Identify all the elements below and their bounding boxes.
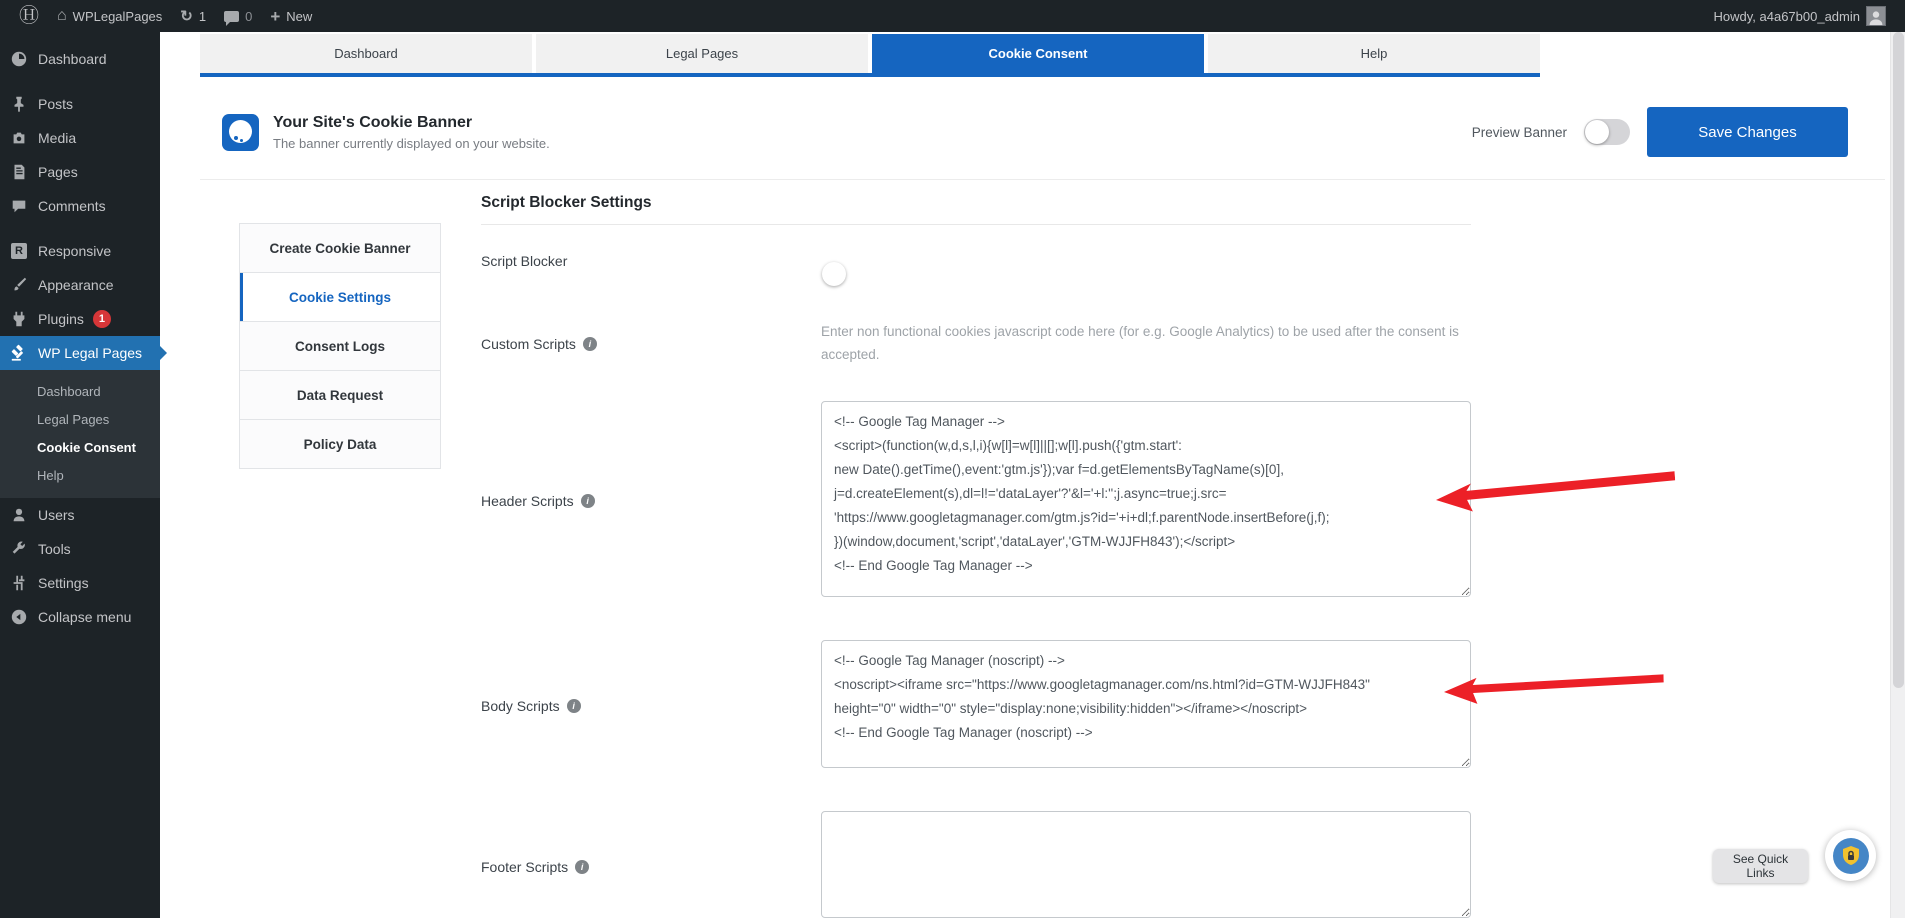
comment-bubble-icon <box>224 11 239 22</box>
howdy-text: Howdy, a4a67b00_admin <box>1713 8 1860 24</box>
nav-item-create-cookie-banner[interactable]: Create Cookie Banner <box>240 224 440 273</box>
sidebar-item-label: Tools <box>38 541 71 557</box>
panel-divider <box>481 224 1471 225</box>
sidebar-item-label: Plugins <box>38 311 84 327</box>
nav-item-consent-logs[interactable]: Consent Logs <box>240 322 440 371</box>
sidebar-item-wp-legal-pages[interactable] <box>0 336 160 370</box>
sidebar-item-responsive[interactable] <box>0 234 160 268</box>
sidebar-item-label: WP Legal Pages <box>38 345 143 361</box>
submenu-item-help[interactable]: Help <box>37 467 64 483</box>
tab-cookie-consent[interactable]: Cookie Consent <box>872 34 1204 73</box>
sidebar-item-dashboard[interactable] <box>0 42 160 76</box>
admin-bar <box>0 0 1905 32</box>
comments-menu[interactable] <box>215 0 261 32</box>
header-scripts-textarea[interactable] <box>821 401 1471 597</box>
sidebar-item-appearance[interactable] <box>0 268 160 302</box>
script-blocker-label: Script Blocker <box>481 253 568 269</box>
custom-scripts-hint: Enter non functional cookies javascript code here (for e.g. Google Analytics) to be used after the consent is accepted. <box>821 324 1459 362</box>
nav-item-policy-data[interactable]: Policy Data <box>240 420 440 469</box>
banner-header <box>200 77 1885 180</box>
sliders-icon <box>9 573 29 593</box>
dashboard-icon <box>9 49 29 69</box>
avatar <box>1866 6 1886 26</box>
preview-banner-toggle[interactable] <box>1584 119 1630 145</box>
settings-area <box>160 180 1905 923</box>
admin-sidebar <box>0 32 160 918</box>
comment-icon <box>9 196 29 216</box>
site-name-menu[interactable] <box>48 0 171 32</box>
user-icon <box>9 505 29 525</box>
sidebar-item-label: Posts <box>38 96 74 112</box>
new-content-menu[interactable] <box>261 0 321 32</box>
sidebar-item-label: Dashboard <box>38 51 107 67</box>
sidebar-item-media[interactable] <box>0 121 160 155</box>
scrollbar-thumb[interactable] <box>1893 32 1904 688</box>
submenu-item-cookie-consent[interactable]: Cookie Consent <box>37 439 136 455</box>
tab-legal-pages[interactable]: Legal Pages <box>536 34 868 73</box>
submenu-item-dashboard[interactable]: Dashboard <box>37 383 101 399</box>
footer-scripts-label-text: Footer Scripts <box>481 858 569 875</box>
main-content <box>160 32 1905 918</box>
sidebar-item-tools[interactable] <box>0 532 160 566</box>
responsive-icon <box>9 241 29 261</box>
footer-scripts-label <box>481 859 821 875</box>
cookie-banner-icon <box>222 114 259 151</box>
sidebar-item-label: Settings <box>38 575 89 591</box>
sidebar-item-label: Collapse menu <box>38 609 132 625</box>
see-quick-links-button[interactable]: See Quick Links <box>1713 849 1808 883</box>
body-scripts-textarea[interactable] <box>821 640 1471 768</box>
menu-separator <box>0 76 160 87</box>
preview-banner-label: Preview Banner <box>1471 124 1567 140</box>
cookie-settings-nav <box>239 223 441 469</box>
info-icon[interactable] <box>575 860 589 874</box>
quick-links-fab[interactable] <box>1825 830 1876 881</box>
custom-scripts-label-text: Custom Scripts <box>481 335 576 352</box>
camera-icon <box>9 128 29 148</box>
sidebar-item-label: Comments <box>38 198 106 214</box>
wrench-icon <box>9 539 29 559</box>
gavel-icon <box>9 343 29 363</box>
wordpress-menu[interactable] <box>10 0 48 32</box>
updates-menu[interactable] <box>171 0 215 32</box>
sidebar-item-label: Users <box>38 507 75 523</box>
sidebar-item-plugins[interactable] <box>0 302 160 336</box>
collapse-icon <box>9 607 29 627</box>
save-changes-button[interactable]: Save Changes <box>1647 107 1848 157</box>
plugins-update-badge: 1 <box>93 310 111 328</box>
page-title: Your Site's Cookie Banner <box>273 113 473 131</box>
tab-dashboard[interactable]: Dashboard <box>200 34 532 73</box>
sidebar-item-label: Responsive <box>38 243 112 259</box>
page-subtitle: The banner currently displayed on your website. <box>273 135 550 151</box>
info-icon[interactable] <box>583 337 597 351</box>
new-label: New <box>286 8 313 24</box>
plus-icon <box>270 8 280 25</box>
page-scrollbar[interactable] <box>1890 32 1905 918</box>
body-scripts-label <box>481 698 821 714</box>
header-scripts-label-text: Header Scripts <box>481 493 574 510</box>
info-icon[interactable] <box>581 494 595 508</box>
pushpin-icon <box>9 94 29 114</box>
body-scripts-label-text: Body Scripts <box>481 698 560 715</box>
menu-separator <box>0 223 160 234</box>
tab-help[interactable]: Help <box>1208 34 1540 73</box>
submenu-item-legal-pages[interactable]: Legal Pages <box>37 411 110 427</box>
nav-item-cookie-settings[interactable]: Cookie Settings <box>240 273 440 322</box>
info-icon[interactable] <box>567 699 581 713</box>
collapse-menu-button[interactable] <box>0 600 160 634</box>
sidebar-item-settings[interactable] <box>0 566 160 600</box>
sidebar-item-label: Pages <box>38 164 78 180</box>
update-icon: ↻ <box>180 8 193 25</box>
plugin-icon <box>9 309 29 329</box>
nav-item-data-request[interactable]: Data Request <box>240 371 440 420</box>
site-name: WPLegalPages <box>72 8 163 24</box>
brush-icon <box>9 275 29 295</box>
plugin-tabs <box>200 34 1540 77</box>
account-menu[interactable] <box>1705 0 1895 32</box>
sidebar-item-label: Appearance <box>38 277 114 293</box>
sidebar-item-pages[interactable] <box>0 155 160 189</box>
header-scripts-label <box>481 493 821 509</box>
wordpress-logo-icon: Ⓗ <box>19 5 39 27</box>
pages-icon <box>9 162 29 182</box>
footer-scripts-textarea[interactable] <box>821 811 1471 918</box>
sidebar-item-users[interactable] <box>0 498 160 532</box>
script-blocker-panel <box>481 180 1471 923</box>
home-icon: ⌂ <box>57 7 67 24</box>
custom-scripts-label <box>481 336 821 352</box>
sidebar-item-posts[interactable] <box>0 87 160 121</box>
sidebar-item-comments[interactable] <box>0 189 160 223</box>
panel-heading: Script Blocker Settings <box>481 194 652 211</box>
wp-legal-pages-submenu <box>0 370 160 498</box>
comments-count: 0 <box>245 8 253 24</box>
updates-count: 1 <box>198 8 207 24</box>
shield-lock-icon <box>1833 838 1869 874</box>
sidebar-item-label: Media <box>38 130 77 146</box>
